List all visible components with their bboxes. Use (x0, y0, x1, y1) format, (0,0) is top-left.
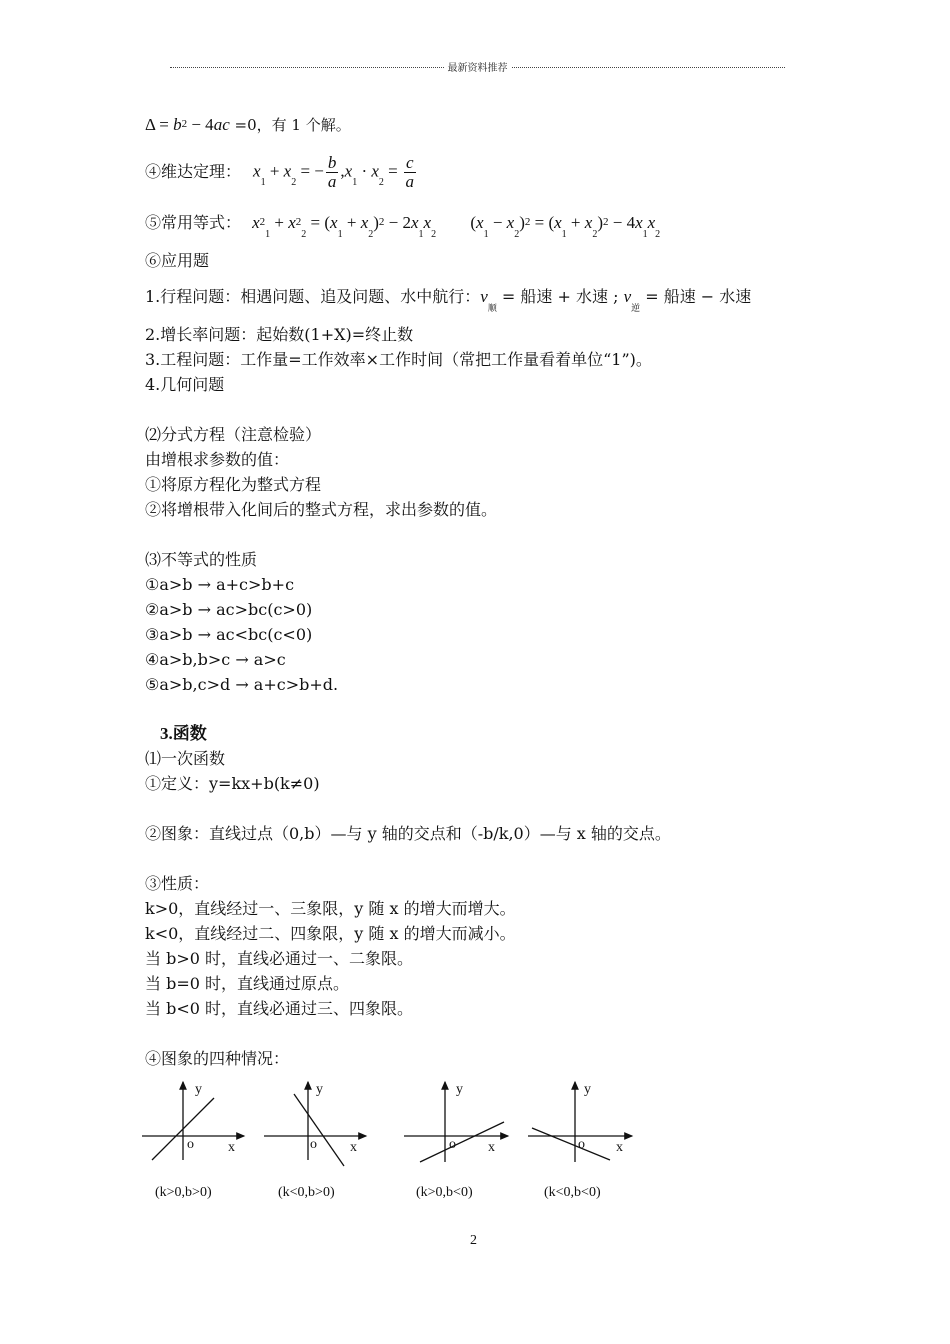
graph-3-y-label: y (456, 1082, 463, 1097)
id2-x1: x (476, 213, 484, 232)
id-plus1: + (270, 213, 289, 232)
id-s6: 2 (431, 229, 437, 240)
id-x6: x (423, 213, 432, 232)
header-text: 最新资料推荐 (447, 62, 508, 74)
graph-3-origin-label: o (449, 1137, 456, 1152)
graph-2-x-label: x (350, 1140, 357, 1155)
id-s4: 2 (368, 229, 374, 240)
graph-k-pos-b-neg (402, 1078, 514, 1168)
delta-b: b (173, 115, 182, 134)
vieta-plus: + (265, 160, 284, 180)
id-x1: x (252, 213, 260, 232)
vieta-label: ④维达定理： (145, 162, 242, 181)
id-sq1: 2 (259, 216, 266, 228)
id2-s5: 1 (642, 229, 648, 240)
prop-line-2: k<0，直线经过二、四象限，y 随 x 的增大而减小。 (145, 924, 516, 943)
id2-close2: ) (597, 213, 603, 232)
id-sq3: 2 (378, 216, 385, 228)
vieta-den-a2: a (405, 171, 415, 191)
page-header (170, 58, 785, 74)
prop-line-1: k>0，直线经过一、三象限，y 随 x 的增大而增大。 (145, 899, 516, 918)
id2-sq1: 2 (524, 216, 531, 228)
id2-sq2: 2 (602, 216, 609, 228)
vieta-line (145, 150, 418, 194)
delta-line (145, 114, 351, 138)
travel-eq2: = 船速 − 水速 (640, 287, 752, 306)
prop-line-3: 当 b>0 时，直线必通过一、二象限。 (145, 949, 414, 968)
ineq-line-5: ⑤a>b,c>d → a+c>b+d. (145, 675, 339, 694)
work-line: 3.工程问题：工作量=工作效率×工作时间（常把工作量看着单位“1”)。 (145, 350, 652, 369)
vieta-frac-ca (404, 154, 416, 191)
app-label: ⑥应用题 (145, 251, 210, 270)
graph-4-caption: (k<0,b<0) (544, 1185, 601, 1200)
vieta-num-b: b (327, 152, 337, 172)
identity-label: ⑤常用等式： (145, 213, 242, 232)
graph-3-caption: (k>0,b<0) (416, 1185, 473, 1200)
identity-formula-1 (252, 213, 440, 240)
id2-x4: x (584, 213, 593, 232)
travel-line (145, 286, 752, 314)
travel-v1: v (480, 287, 488, 306)
travel-text: 1.行程问题：相遇问题、追及问题、水中航行： (145, 287, 481, 306)
linear-def: ①定义：y=kx+b(k≠0) (145, 774, 320, 793)
graph-2-line (294, 1094, 344, 1166)
frac-eq-line-2: ①将原方程化为整式方程 (145, 475, 322, 494)
graph-1-origin-label: o (187, 1137, 194, 1152)
vieta-den-a: a (327, 171, 337, 191)
linear-title: ⑴一次函数 (145, 749, 226, 768)
prop-line-5: 当 b<0 时，直线必通过三、四象限。 (145, 999, 414, 1018)
cases-title: ④图象的四种情况： (145, 1049, 290, 1068)
id2-close1: ) (519, 213, 525, 232)
identity-formula-2 (470, 213, 661, 240)
vieta-num-c: c (406, 152, 414, 172)
vieta-eq-neg: = − (296, 160, 324, 180)
id-sq2: 2 (295, 216, 302, 228)
id2-minus4: − 4 (608, 213, 636, 232)
graph-4-origin-label: o (578, 1137, 585, 1152)
id2-plus: + (566, 213, 585, 232)
vieta-frac-ba (326, 154, 339, 191)
graph-4-x-label: x (616, 1140, 623, 1155)
header-dots-left (170, 67, 444, 68)
graph-k-pos-b-pos (140, 1078, 250, 1168)
vieta-sub3: 1 (352, 176, 358, 188)
id2-eq: = ( (530, 213, 555, 232)
graph-4-y-label: y (584, 1082, 591, 1097)
id-minus2: − 2 (384, 213, 411, 232)
ineq-line-1: ①a>b → a+c>b+c (145, 575, 295, 594)
delta-ac: ac (213, 115, 230, 134)
geometry-line: 4.几何问题 (145, 375, 225, 394)
id-x5: x (411, 213, 419, 232)
vieta-eq: = (383, 160, 402, 180)
prop-line-4: 当 b=0 时，直线通过原点。 (145, 974, 350, 993)
growth-line: 2.增长率问题：起始数(1+X)=终止数 (145, 325, 414, 344)
frac-eq-line-1: 由增根求参数的值： (145, 450, 290, 469)
id2-open: ( (470, 213, 477, 232)
id2-x6: x (647, 213, 656, 232)
graph-k-neg-b-pos (262, 1078, 372, 1168)
vieta-x3: x (344, 160, 353, 180)
id2-x5: x (635, 213, 643, 232)
id-plus2: + (342, 213, 361, 232)
graph-3-x-label: x (488, 1140, 495, 1155)
func-title: 3.函数 (160, 724, 207, 743)
delta-minus: − 4 (187, 115, 214, 134)
id-s2: 2 (301, 229, 307, 240)
frac-eq-line-3: ②将增根带入化间后的整式方程，求出参数的值。 (145, 500, 498, 519)
graph-2-origin-label: o (310, 1137, 317, 1152)
header-dots-right (512, 67, 786, 68)
travel-ni: 逆 (631, 304, 641, 314)
id2-s4: 2 (592, 229, 598, 240)
ineq-line-2: ②a>b → ac>bc(c>0) (145, 600, 313, 619)
id-s3: 1 (337, 229, 343, 240)
page-number: 2 (470, 1233, 477, 1248)
vieta-sub2: 2 (291, 176, 297, 188)
id2-s2: 2 (514, 229, 520, 240)
id2-minus: − (488, 213, 507, 232)
id2-s3: 1 (561, 229, 567, 240)
vieta-sub1: 1 (260, 176, 266, 188)
graph-1-y-label: y (195, 1082, 202, 1097)
prop-title: ③性质： (145, 874, 210, 893)
graph-k-neg-b-neg (526, 1078, 638, 1168)
vieta-x4: x (371, 160, 379, 180)
id-close1: ) (373, 213, 379, 232)
graph-1-caption: (k>0,b>0) (155, 1185, 212, 1200)
travel-eq1: = 船速 + 水速 ; (496, 287, 624, 306)
linear-graph: ②图象：直线过点（0,b）—与 y 轴的交点和（-b/k,0）—与 x 轴的交点。 (145, 824, 671, 843)
id2-x3: x (554, 213, 562, 232)
vieta-formula (253, 154, 418, 191)
delta-prefix: Δ = (145, 115, 174, 134)
id-x4: x (360, 213, 369, 232)
id-eq1: = ( (306, 213, 331, 232)
id-x2: x (288, 213, 296, 232)
id-s5: 1 (418, 229, 424, 240)
vieta-x2: x (283, 160, 292, 180)
ineq-title: ⑶不等式的性质 (145, 550, 258, 569)
frac-eq-title: ⑵分式方程（注意检验） (145, 425, 322, 444)
ineq-line-4: ④a>b,b>c → a>c (145, 650, 286, 669)
id2-s6: 2 (655, 229, 661, 240)
ineq-line-3: ③a>b → ac<bc(c<0) (145, 625, 313, 644)
graph-2-caption: (k<0,b>0) (278, 1185, 335, 1200)
vieta-x1: x (253, 160, 261, 180)
id-s1: 1 (265, 229, 271, 240)
delta-eq: =0，有 1 个解。 (229, 116, 351, 134)
graph-1-x-label: x (228, 1140, 235, 1155)
id2-s1: 1 (483, 229, 489, 240)
graph-4-line (532, 1128, 610, 1160)
vieta-sub4: 2 (378, 176, 384, 188)
identity-line (145, 212, 661, 240)
travel-shun: 顺 (487, 304, 497, 314)
id2-x2: x (506, 213, 515, 232)
delta-exp: 2 (181, 118, 188, 130)
id-x3: x (330, 213, 338, 232)
travel-v2: v (623, 287, 632, 306)
vieta-dot: · (357, 160, 372, 180)
graph-2-y-label: y (316, 1082, 323, 1097)
vieta-comma: , (340, 160, 345, 180)
